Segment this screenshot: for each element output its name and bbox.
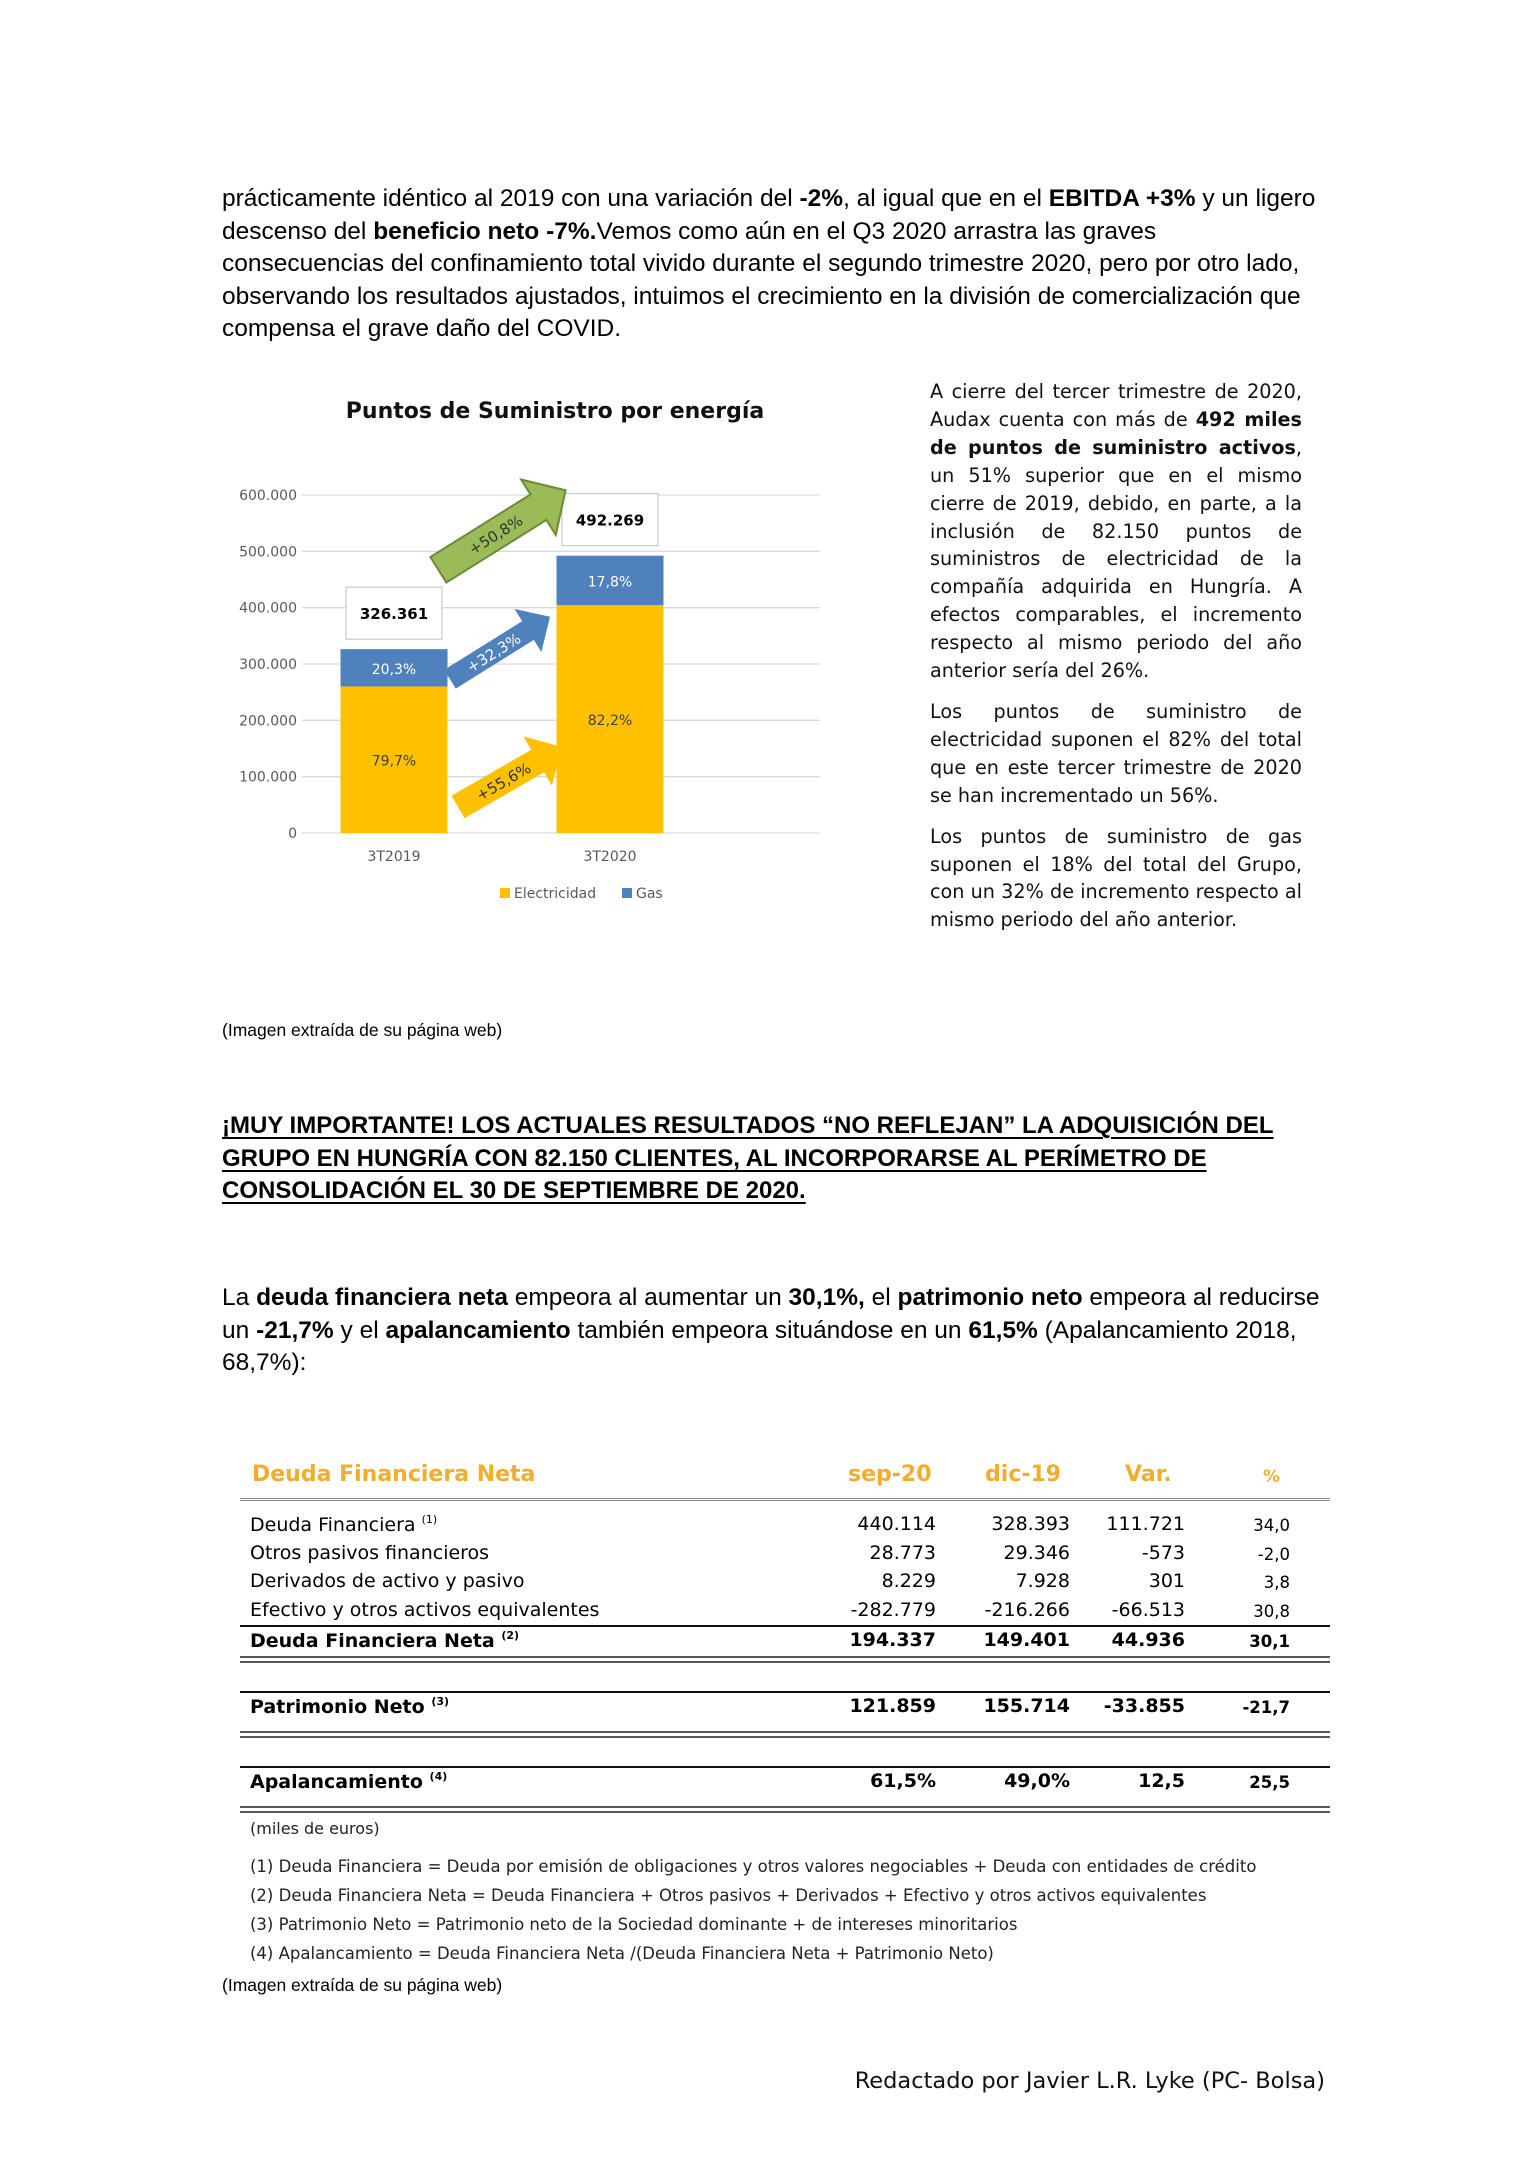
cell-pct: -2,0	[1257, 1544, 1290, 1564]
cell-pct: 3,8	[1263, 1573, 1290, 1592]
cell-dic19: 155.714	[983, 1694, 1070, 1717]
side-paragraph-2: Los puntos de suministro de electricidad suponen el 82% del total que en este tercer trimestre de 2020 se han incrementado un 56%.	[930, 699, 1302, 807]
image-caption-2: (Imagen extraída de su página web)	[222, 1975, 503, 1995]
table-detail-rows	[240, 1511, 1330, 1625]
footnote: (1) Deuda Financiera = Deuda por emisión de obligaciones y otros valores negociables + Deuda con entidades de crédito	[250, 1856, 1257, 1876]
x-tick-label: 3T2020	[583, 849, 637, 865]
table-row-leverage	[240, 1768, 1330, 1806]
x-tick-label: 3T2019	[367, 849, 421, 865]
y-tick-label: 200.000	[239, 713, 297, 730]
side-paragraph-3: Los puntos de suministro de gas suponen el 18% del total del Grupo, con un 32% de incremento respecto al mismo periodo del año anterior.	[930, 824, 1302, 932]
cell-dic19: 328.393	[991, 1513, 1070, 1535]
cell-var: 12,5	[1138, 1769, 1185, 1792]
legend-label: Electricidad	[514, 886, 597, 902]
cell-dic19: -216.266	[984, 1598, 1070, 1621]
text: y un ligero descenso del	[222, 185, 1316, 245]
table-row	[240, 1540, 1330, 1569]
cell-var: 301	[1148, 1570, 1185, 1592]
cell-pct: 34,0	[1253, 1516, 1290, 1535]
table-footnotes	[250, 1852, 1330, 1968]
table-title: Deuda Financiera Neta	[252, 1462, 536, 1487]
cell-pct: -21,7	[1242, 1697, 1290, 1717]
cell-sep20: 121.859	[849, 1694, 936, 1717]
cell-sep20: -282.779	[850, 1598, 936, 1621]
table-row	[240, 1511, 1330, 1540]
text: y el	[333, 1316, 386, 1344]
col-header-pct: %	[1263, 1467, 1281, 1487]
text: , al igual que en el	[843, 185, 1049, 212]
footnote-ref: (1)	[421, 1513, 438, 1526]
cell-var: 111.721	[1106, 1513, 1185, 1535]
bold-text: 30,1%,	[788, 1284, 865, 1311]
growth-arrow	[437, 595, 564, 700]
cell-sep20: 194.337	[849, 1629, 936, 1651]
row-label: Patrimonio Neto $^{(3)}$	[250, 1694, 450, 1718]
bold-text: patrimonio neto	[897, 1284, 1083, 1311]
cell-pct: 25,5	[1249, 1772, 1290, 1792]
text: empeora al aumentar un	[507, 1284, 789, 1311]
col-header-var: Var.	[1125, 1462, 1172, 1487]
cell-var: -66.513	[1111, 1598, 1185, 1621]
table-row-equity	[240, 1693, 1330, 1731]
legend-label: Gas	[636, 886, 663, 902]
row-label: Apalancamiento $^{(4)}$	[250, 1769, 448, 1793]
image-caption-1: (Imagen extraída de su página web)	[222, 1020, 503, 1040]
row-label: Derivados de activo y pasivo	[250, 1570, 525, 1592]
cell-var: 44.936	[1111, 1629, 1185, 1651]
text: Vemos como aún en el Q3 2020 arrastra las graves consecuencias del confinamiento total vivido durante el segundo trimestre 2020, pero por otro lado, observando los resultados ajustados, intuimos el crecimiento en la división de comercialización que compensa el grave daño del COVID.	[222, 217, 1301, 343]
cell-pct: 30,8	[1253, 1601, 1290, 1621]
divider	[240, 1656, 1330, 1663]
legend-swatch-electricidad	[500, 888, 510, 898]
table-header	[240, 1460, 1330, 1501]
bold-text: apalancamiento	[385, 1316, 571, 1344]
text: empeora al reducirse un	[222, 1284, 1320, 1344]
cell-dic19: 29.346	[1003, 1541, 1070, 1564]
cell-pct: 30,1	[1249, 1632, 1290, 1651]
text: A cierre del tercer trimestre de 2020, Audax cuenta con más de	[930, 380, 1302, 431]
side-paragraph-1	[930, 378, 1302, 685]
author-footer: Redactado por Javier L.R. Lyke (PC- Bolsa)	[854, 2068, 1325, 2094]
bold-text: deuda financiera neta	[256, 1284, 508, 1311]
bold-text: 61,5%	[968, 1316, 1038, 1344]
y-tick-label: 500.000	[239, 544, 297, 561]
important-notice: ¡MUY IMPORTANTE! LOS ACTUALES RESULTADOS “NO REFLEJAN” LA ADQUISICIÓN DEL GRUPO EN HUNGRÍA CON 82.150 CLIENTES, AL INCORPORARSE AL PERÍMETRO DE CONSOLIDACIÓN EL 30 DE SEPTIEMBRE DE 2020.	[222, 1112, 1274, 1204]
bold-text: 492 miles de puntos de suministro activos	[930, 407, 1302, 459]
text: (Apalancamiento 2018, 68,7%):	[222, 1316, 1297, 1377]
divider	[240, 1731, 1330, 1738]
bar-data-label: 20,3%	[371, 661, 417, 678]
table-row	[240, 1568, 1330, 1597]
footnote-ref: (3)	[431, 1694, 450, 1708]
row-label: Otros pasivos financieros	[250, 1541, 490, 1564]
row-label: Efectivo y otros activos equivalentes	[250, 1598, 600, 1621]
y-tick-label: 300.000	[239, 657, 297, 673]
cell-var: -33.855	[1103, 1694, 1185, 1717]
intro-paragraph	[222, 183, 1320, 346]
chart-side-text	[930, 378, 1302, 947]
bold-text: EBITDA +3%	[1048, 185, 1196, 212]
debt-paragraph	[222, 1282, 1320, 1380]
bold-text: -2%	[799, 185, 844, 212]
row-label: Deuda Financiera Neta $^{(2)}$	[250, 1629, 520, 1652]
cell-sep20: 28.773	[869, 1541, 936, 1564]
growth-label: +55,6%	[472, 759, 535, 805]
total-data-label: 492.269	[575, 511, 645, 530]
bar-data-label: 79,7%	[371, 753, 417, 770]
debt-table	[240, 1460, 1330, 1968]
cell-dic19: 149.401	[983, 1629, 1070, 1651]
legend-swatch-gas	[622, 888, 632, 898]
text: también empeora situándose en un	[570, 1316, 969, 1344]
y-tick-label: 100.000	[239, 769, 297, 786]
footnote-ref: (2)	[501, 1629, 520, 1642]
cell-dic19: 7.928	[1015, 1570, 1070, 1592]
growth-label: +32,3%	[463, 629, 525, 677]
text: prácticamente idéntico al 2019 con una variación del	[222, 185, 800, 212]
text: , un 51% superior que en el mismo cierre de 2019, debido, en parte, a la inclusión de 82.150 puntos de suministros de electricidad de la compañía adquirida en Hungría. A efectos comparables, el incremento respecto al mismo periodo del año anterior sería del 26%.	[930, 435, 1302, 683]
text: el	[864, 1284, 898, 1311]
text: La	[222, 1284, 257, 1311]
supply-points-chart	[215, 375, 895, 925]
chart-legend	[500, 886, 663, 902]
y-tick-label: 0	[288, 826, 297, 842]
cell-var: -573	[1141, 1541, 1185, 1564]
footnote-ref: (4)	[429, 1769, 448, 1783]
y-tick-label: 600.000	[239, 488, 297, 504]
bold-text: beneficio neto -7%.	[373, 217, 597, 245]
units-note: (miles de euros)	[250, 1818, 380, 1838]
col-header-dic19: dic-19	[985, 1462, 1062, 1487]
total-data-label: 326.361	[359, 605, 429, 624]
footnote: (3) Patrimonio Neto = Patrimonio neto de la Sociedad dominante + de intereses minoritarios	[250, 1914, 1018, 1934]
bold-text: -21,7%	[256, 1316, 334, 1344]
row-label: Deuda Financiera $^{(1)}$	[250, 1513, 438, 1536]
cell-sep20: 61,5%	[870, 1769, 936, 1792]
x-axis-ticks	[367, 849, 636, 865]
table-row	[240, 1597, 1330, 1626]
growth-label: +50,8%	[465, 511, 527, 559]
cell-dic19: 49,0%	[1004, 1769, 1070, 1792]
footnote: (4) Apalancamiento = Deuda Financiera Neta /(Deuda Financiera Neta + Patrimonio Neto)	[250, 1943, 994, 1963]
footnote: (2) Deuda Financiera Neta = Deuda Financiera + Otros pasivos + Derivados + Efectivo y otros activos equivalentes	[250, 1885, 1207, 1905]
table-row-total	[240, 1627, 1330, 1656]
y-axis-ticks	[239, 488, 297, 842]
y-tick-label: 400.000	[239, 600, 297, 617]
chart-title: Puntos de Suministro por energía	[345, 399, 765, 424]
bar-data-label: 82,2%	[587, 713, 633, 730]
bar-data-label: 17,8%	[587, 574, 633, 591]
cell-sep20: 8.229	[881, 1570, 936, 1592]
cell-sep20: 440.114	[857, 1513, 936, 1535]
divider	[240, 1806, 1330, 1813]
col-header-sep20: sep-20	[848, 1462, 932, 1487]
